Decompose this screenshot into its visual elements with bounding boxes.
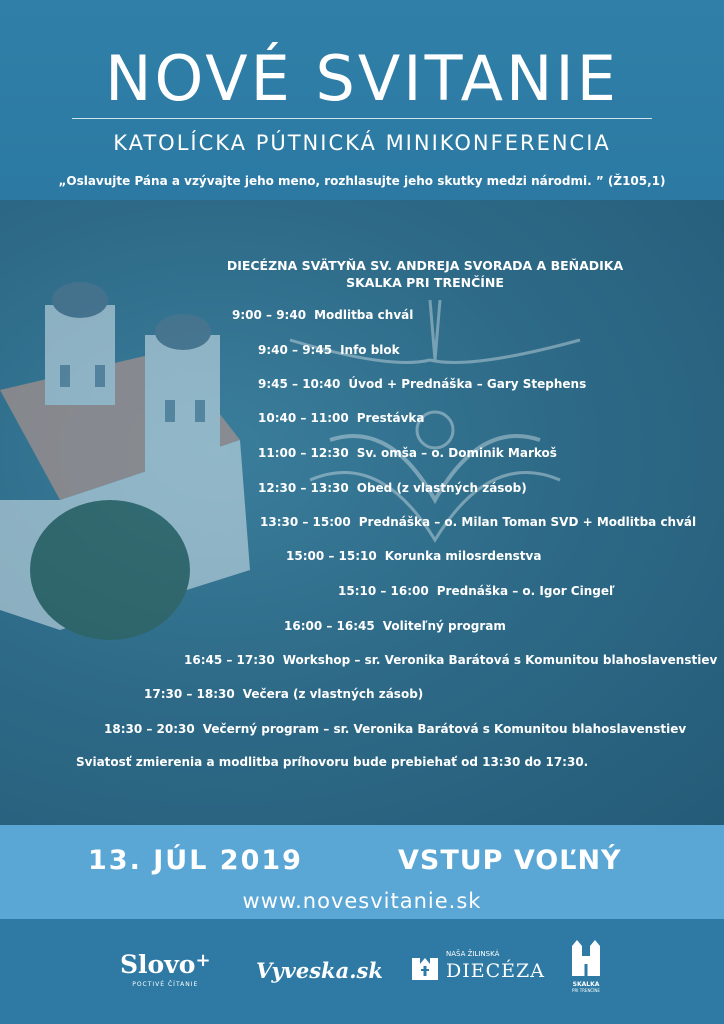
venue-line-1: DIECÉZNA SVÄTYŇA SV. ANDREJA SVORADA A BEŇADIKA xyxy=(226,258,624,273)
diecezia-prefix: NAŠA ŽILINSKÁ xyxy=(446,950,500,958)
program-row xyxy=(258,342,400,358)
program-time: 16:00 – 16:45 xyxy=(284,619,375,633)
program-event: Prednáška – o. Igor Cingeľ xyxy=(436,584,615,598)
confession-note: Sviatosť zmierenia a modlitba príhovoru bude prebiehať od 13:30 do 17:30. xyxy=(76,755,589,769)
program-row xyxy=(260,514,696,530)
program-time: 15:00 – 15:10 xyxy=(286,549,377,563)
program-time: 9:40 – 9:45 xyxy=(258,343,333,357)
program-event: Info blok xyxy=(340,343,400,357)
program-row xyxy=(232,307,413,323)
skalka-sublabel: PRI TRENČÍNE xyxy=(572,988,600,993)
program-row xyxy=(258,480,527,496)
program-event: Korunka milosrdenstva xyxy=(384,549,542,563)
slovo-logo-text: Slovo xyxy=(120,950,196,979)
program-time: 17:30 – 18:30 xyxy=(144,687,235,701)
diecezia-text: DIECÉZA xyxy=(446,960,545,982)
page-title: NOVÉ SVITANIE xyxy=(105,42,619,115)
entry-free: VSTUP VOĽNÝ xyxy=(398,845,622,876)
program-row xyxy=(184,652,717,668)
program-event: Workshop – sr. Veronika Barátová s Komunitou blahoslavenstiev xyxy=(282,653,718,667)
program-event: Sv. omša – o. Dominik Markoš xyxy=(356,446,557,460)
event-date: 13. JÚL 2019 xyxy=(88,845,303,876)
slovo-tagline: POCTIVÉ ČÍTANIE xyxy=(132,981,199,988)
church-icon xyxy=(410,950,440,980)
venue xyxy=(170,257,680,291)
program-row xyxy=(258,445,557,461)
program-row xyxy=(286,548,541,564)
slovo-plus: + xyxy=(195,950,211,971)
title-divider xyxy=(72,118,652,119)
program-event: Modlitba chvál xyxy=(314,308,414,322)
church-illustration xyxy=(0,270,300,660)
page-subtitle: KATOLÍCKA PÚTNICKÁ MINIKONFERENCIA xyxy=(113,131,611,155)
program-time: 9:45 – 10:40 xyxy=(258,377,341,391)
scripture-quote: „Oslavujte Pána a vzývajte jeho meno, rozhlasujte jeho skutky medzi národmi. ” (Ž105,1) xyxy=(58,174,666,188)
program-time: 15:10 – 16:00 xyxy=(338,584,429,598)
vyveska-logo: Vyveska.sk xyxy=(256,958,383,983)
program-time: 10:40 – 11:00 xyxy=(258,411,349,425)
program-row xyxy=(104,721,686,737)
website-link[interactable]: www.novesvitanie.sk xyxy=(242,889,482,913)
program-time: 18:30 – 20:30 xyxy=(104,722,195,736)
program-time: 16:45 – 17:30 xyxy=(184,653,275,667)
program-event: Úvod + Prednáška – Gary Stephens xyxy=(348,377,587,391)
program-event: Prednáška – o. Milan Toman SVD + Modlitba chvál xyxy=(358,515,697,529)
program-row xyxy=(338,583,615,599)
program-row xyxy=(258,376,586,392)
skalka-label: SKALKA xyxy=(572,981,600,988)
program-time: 9:00 – 9:40 xyxy=(232,308,307,322)
program-event: Večera (z vlastných zásob) xyxy=(242,687,424,701)
program-row xyxy=(144,686,423,702)
program-event: Voliteľný program xyxy=(382,619,506,633)
diecezia-logo xyxy=(410,950,545,984)
program-event: Obed (z vlastných zásob) xyxy=(356,481,527,495)
program-row xyxy=(284,618,506,634)
slovo-logo xyxy=(120,950,211,988)
program-row xyxy=(258,410,424,426)
venue-line-2: SKALKA PRI TRENČÍNE xyxy=(346,275,504,290)
program-time: 13:30 – 15:00 xyxy=(260,515,351,529)
program-time: 11:00 – 12:30 xyxy=(258,446,349,460)
skalka-church-icon xyxy=(568,940,604,976)
program-event: Večerný program – sr. Veronika Barátová s Komunitou blahoslavenstiev xyxy=(202,722,687,736)
program-time: 12:30 – 13:30 xyxy=(258,481,349,495)
skalka-logo xyxy=(562,940,610,993)
program-event: Prestávka xyxy=(356,411,425,425)
